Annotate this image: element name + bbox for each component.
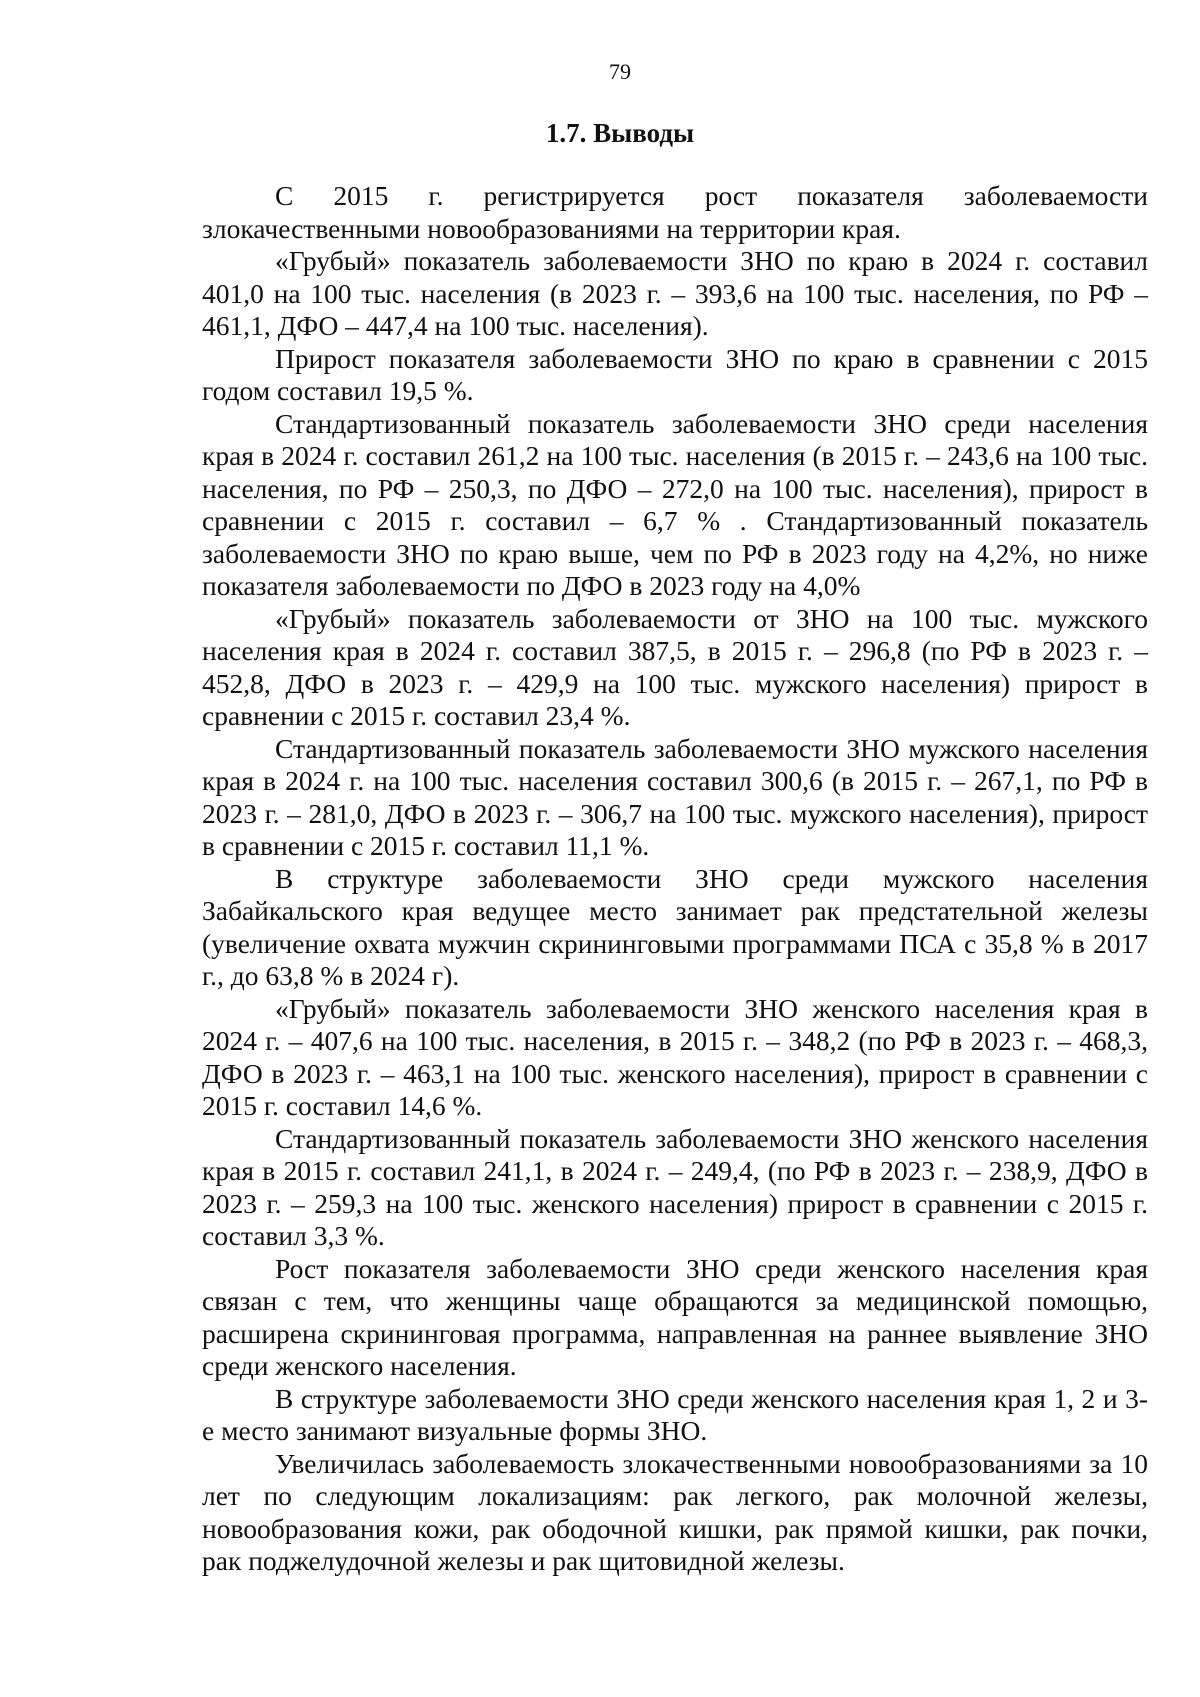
paragraph-growth-since-2015: С 2015 г. регистрируется рост показателя заболеваемости злокачественными новообразованиями на территории края.: [202, 180, 1148, 244]
paragraph-localizations: Увеличилась заболеваемость злокачественными новообразованиями за 10 лет по следующим локализациям: рак легкого, рак молочной железы, новообразования кожи, рак ободочной кишки, рак прямой кишки, рак почки, рак поджелудочной железы и рак щитовидной железы.: [202, 1447, 1148, 1576]
paragraph-crude-rate: «Грубый» показатель заболеваемости ЗНО по краю в 2024 г. составил 401,0 на 100 тыс. населения (в 2023 г. – 393,6 на 100 тыс. населения, по РФ – 461,1, ДФО – 447,4 на 100 тыс. населения).: [202, 245, 1148, 341]
paragraph-female-crude-rate: «Грубый» показатель заболеваемости ЗНО женского населения края в 2024 г. – 407,6 на 100 тыс. населения, в 2015 г. – 348,2 (по РФ в 2023 г. – 468,3, ДФО в 2023 г. – 463,1 на 100 тыс. женского населения), прирост в сравнении с 2015 г. составил 14,6 %.: [202, 992, 1148, 1121]
paragraph-male-structure: В структуре заболеваемости ЗНО среди мужского населения Забайкальского края ведущее место занимает рак предстательной железы (увеличение охвата мужчин скрининговыми программами ПСА с 35,8 % в 2017 г., до 63,8 % в 2024 г).: [202, 862, 1148, 991]
body-text: [202, 180, 1148, 1578]
paragraph-male-standardized-rate: Стандартизованный показатель заболеваемости ЗНО мужского населения края в 2024 г. на 100 тыс. населения составил 300,6 (в 2015 г. – 267,1, по РФ в 2023 г. – 281,0, ДФО в 2023 г. – 306,7 на 100 тыс. мужского населения), прирост в сравнении с 2015 г. составил 11,1 %.: [202, 732, 1148, 861]
paragraph-increase: Прирост показателя заболеваемости ЗНО по краю в сравнении с 2015 годом составил 19,5 %.: [202, 342, 1148, 406]
paragraph-female-structure: В структуре заболеваемости ЗНО среди женского населения края 1, 2 и 3-е место занимают визуальные формы ЗНО.: [202, 1382, 1148, 1446]
paragraph-male-crude-rate: «Грубый» показатель заболеваемости от ЗНО на 100 тыс. мужского населения края в 2024 г. составил 387,5, в 2015 г. – 296,8 (по РФ в 2023 г. – 452,8, ДФО в 2023 г. – 429,9 на 100 тыс. мужского населения) прирост в сравнении с 2015 г. составил 23,4 %.: [202, 602, 1148, 731]
paragraph-female-standardized-rate: Стандартизованный показатель заболеваемости ЗНО женского населения края в 2015 г. составил 241,1, в 2024 г. – 249,4, (по РФ в 2023 г. – 238,9, ДФО в 2023 г. – 259,3 на 100 тыс. женского населения) прирост в сравнении с 2015 г. составил 3,3 %.: [202, 1122, 1148, 1251]
page-number: 79: [609, 59, 631, 84]
paragraph-female-growth-reason: Рост показателя заболеваемости ЗНО среди женского населения края связан с тем, что женщины чаще обращаются за медицинской помощью, расширена скрининговая программа, направленная на раннее выявление ЗНО среди женского населения.: [202, 1252, 1148, 1381]
paragraph-standardized-rate: Стандартизованный показатель заболеваемости ЗНО среди населения края в 2024 г. составил 261,2 на 100 тыс. населения (в 2015 г. – 243,6 на 100 тыс. населения, по РФ – 250,3, по ДФО – 272,0 на 100 тыс. населения), прирост в сравнении с 2015 г. составил – 6,7 % . Стандартизованный показатель заболеваемости ЗНО по краю выше, чем по РФ в 2023 году на 4,2%, но ниже показателя заболеваемости по ДФО в 2023 году на 4,0%: [202, 407, 1148, 601]
section-heading: 1.7. Выводы: [545, 118, 695, 148]
